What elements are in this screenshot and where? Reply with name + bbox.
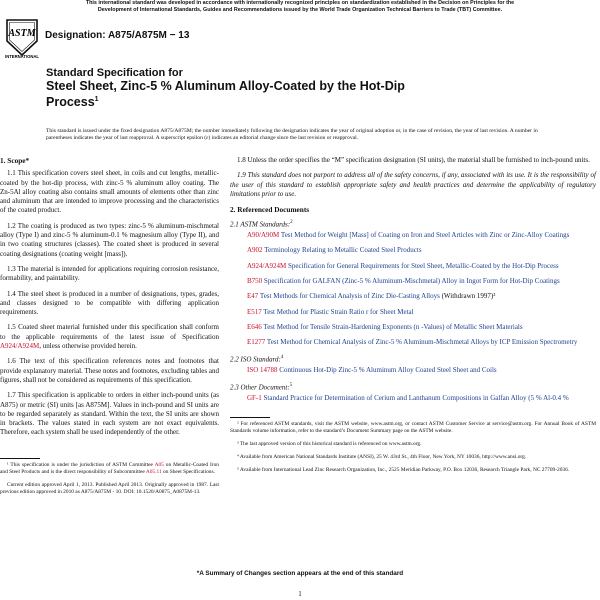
other-document-heading: 2.3 Other Document:$^5$ [230,383,293,392]
reference-code-link[interactable]: A90/A90M [247,231,280,240]
reference-code-link[interactable]: B750 [247,277,263,285]
iso-standard-heading: 2.2 ISO Standard:$^4$ [230,355,284,364]
reference-item [230,366,596,375]
reference-code-link[interactable]: GF-1 [247,394,262,403]
footnote-4: ⁴ Available from American National Standards Institute (ANSI), 25 W. 43rd St., 4th Floor, New York, NY 10036, http://www.ansi.org. [237,454,527,461]
reference-code-link[interactable]: E517 [247,307,262,316]
reference-item [230,262,596,271]
reference-code-link[interactable]: E646 [247,322,262,331]
astm-logo [3,17,41,59]
astm-reference-list [230,231,596,347]
reference-title-link[interactable]: Test Method for Weight [Mass] of Coating on Iron and Steel Articles with Zinc or Zinc-Alloy Coatings [280,231,570,240]
left-column [0,156,219,502]
logo-caption: INTERNATIONAL [5,54,39,59]
designation: Designation: A875/A875M − 13 [45,30,190,41]
summary-of-changes-note: *A Summary of Changes section appears at the end of this standard [196,570,404,577]
para-1-2: 1.2 The coating is produced as two types: zinc-5 % aluminum-mischmetal alloy (Type I) and zinc-5 % aluminum-0.1 % magnesium alloy (Type II), and in two coating structures (classes). The coated sheet is produced in several coating designations (coating weight [mass]). [0,221,219,258]
reference-item [230,308,596,317]
reference-title-link[interactable]: Specification for General Requirements for Steel Sheet, Metallic-Coated by the Hot-Dip Process [288,261,559,270]
issuance-note: This standard is issued under the fixed designation A875/A875M; the number immediately following the designation indicates the year of original adoption or, in the case of revision, the year of last revision. A number in parentheses indicates the year of last reapproval. A superscript epsilon (ε) indicates an editorial change since the last revision or reapproval. [46,128,538,142]
para-1-3: 1.3 The material is intended for applications requiring corrosion resistance, formability, and paintability. [0,264,219,283]
para-1-1: 1.1 This specification covers steel sheet, in coils and cut lengths, metallic-coated by the hot-dip process, with zinc-5 % aluminum alloy coating. The Zn-5Al alloy coating also contains small amounts of elements other than zinc and aluminum that are intended to improve processing and the characteristics of the coated product. [0,169,219,215]
scope-heading: 1. Scope* [0,156,30,165]
reference-code-link[interactable]: E47 [247,292,259,301]
footnote-3: ³ The last approved version of this historical standard is referenced on www.astm.org. [237,441,422,448]
title-line-2: Steel Sheet, Zinc-5 % Aluminum Alloy-Coated by the Hot-Dip [46,79,405,93]
page-number: 1 [298,590,302,598]
reference-title-link[interactable]: Test Method for Plastic Strain Ratio r for Sheet Metal [263,307,414,316]
reference-title-link[interactable]: Specification for GALFAN (Zinc-5 % Aluminum-Mischmetal) Alloy in Ingot Form for Hot-Dip Coatings [263,277,560,285]
reference-item [230,394,596,403]
reference-title-link[interactable]: Test Methods for Chemical Analysis of Zinc Die-Casting Alloys [259,292,440,301]
link-a924[interactable]: A924/A924M [0,342,40,351]
title-line-3: Process$^1$ [46,95,99,110]
para-1-8: 1.8 Unless the order specifies the “M” specification designation (SI units), the material shall be furnished to inch-pound units. [237,156,590,164]
iso-reference-list [230,366,596,375]
top-notice: This international standard was developed in accordance with internationally recognized principles on standardization established in the Decision on Principles for the Development of International Standards, Guides and Recommendations issued by the World Trade Organization Technical Barriers to Trade (TBT) Committee. [85,0,515,13]
reference-item [230,338,596,347]
reference-code-link[interactable]: A902 [247,246,263,255]
other-reference-list [230,394,596,403]
reference-code-link[interactable]: ISO 14788 [247,366,278,375]
footnote-5: ⁵ Available from International Lead Zinc Research Organization, Inc., 2525 Meridian Parkway, P.O. Box 12036, Research Triangle Park, NC 27709-2036. [237,467,570,474]
reference-suffix: (Withdrawn 1997)³ [439,292,496,301]
footnote-2: ² For referenced ASTM standards, visit the ASTM website, www.astm.org, or contact ASTM Customer Service at service@astm.org. For Annual Book of ASTM Standards volume information, refer to the standard’s Document Summary page on the ASTM website. [230,421,596,435]
reference-code-link[interactable]: A924/A924M [247,261,287,270]
footnote-1-edition: Current edition approved April 1, 2013. Published April 2013. Originally approved in 1987. Last previous edition approved in 2010 as A875/A875M - 10. DOI: 10.1520/A0875_A0875M-13. [0,481,219,495]
reference-code-link[interactable]: E1277 [247,338,266,347]
para-1-4: 1.4 The steel sheet is produced in a number of designations, types, grades, and classes designed to be compatible with differing application requirements. [0,289,219,317]
reference-item [230,292,596,301]
right-column [230,156,596,480]
reference-title-link[interactable]: Continuous Hot-Dip Zinc-5 % Aluminum Alloy Coated Steel Sheet and Coils [279,366,497,375]
footnote-rule [0,458,40,459]
reference-title-link[interactable]: Test Method for Tensile Strain-Hardening Exponents (n -Values) of Metallic Sheet Materials [263,322,523,331]
reference-item [230,323,596,332]
link-subcommittee[interactable]: A05.11 [145,468,162,475]
para-1-9: 1.9 This standard does not purport to address all of the safety concerns, if any, associated with its use. It is the responsibility of the user of this standard to establish appropriate safety and health practices and determine the applicability of regulatory limitations prior to use. [230,171,596,198]
astm-standards-heading: 2.1 ASTM Standards:$^2$ [230,220,293,229]
title-line-1: Standard Specification for [46,67,183,79]
title-footnote-ref[interactable]: 1 [94,96,99,103]
logo-mark: ASTM [8,28,36,39]
reference-title-link[interactable]: Test Method for Chemical Analysis of Zinc-5 % Aluminum-Mischmetal Alloys by ICP Emission Spectrometry [266,338,578,347]
reference-item [230,277,596,286]
footnote-rule-right [230,417,270,418]
reference-title-link[interactable]: Standard Practice for Determination of Cerium and Lanthanum Compositions in Galfan Alloy (5 % Al-0.4 % [263,394,569,403]
reference-item [230,246,596,255]
para-1-5: 1.5 Coated sheet material furnished under this specification shall conform to the applicable requirements of the latest issue of Specification A924/A924M, unless otherwise provided herein. [0,323,219,351]
reference-item [230,231,596,240]
link-committee-a05[interactable]: A05 [154,461,164,468]
document-title [46,67,446,109]
referenced-documents-heading: 2. Referenced Documents [230,205,310,215]
footnote-1: ¹ This specification is under the jurisdiction of ASTM Committee A05 on Metallic-Coated Iron and Steel Products and is the direct responsibility of Subcommittee A05.11 on Sheet Specifications. [0,461,219,475]
para-1-7: 1.7 This specification is applicable to orders in either inch-pound units (as A875) or metric (SI) units [as A875M]. Values in inch-pound and SI units are to be regarded separately as standard. Within the text, the SI units are shown in brackets. The values stated in each system are not exact equivalents. Therefore, each system shall be used independently of the other. [0,391,219,437]
reference-title-link[interactable]: Terminology Relating to Metallic Coated Steel Products [264,246,422,255]
para-1-6: 1.6 The text of this specification references notes and footnotes that provide explanatory material. These notes and footnotes, excluding tables and figures, shall not be considered as requirements of this specification. [0,357,219,384]
